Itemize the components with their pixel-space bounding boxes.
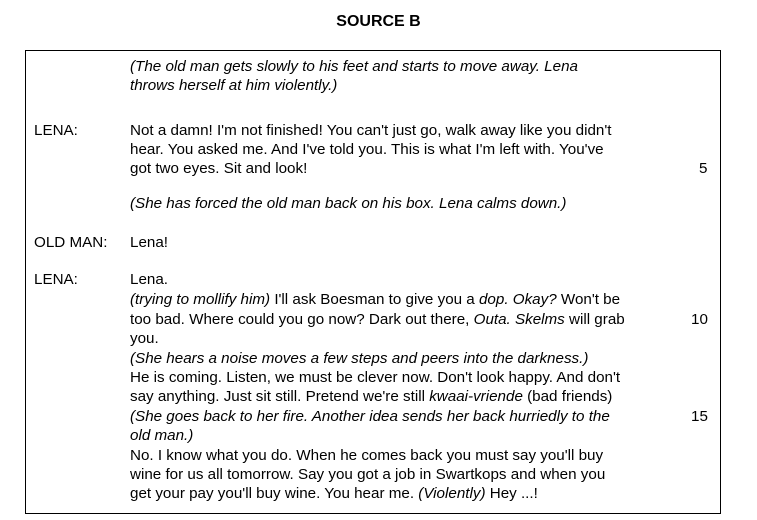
dialogue-line: He is coming. Listen, we must be clever now. Don't look happy. And don't bbox=[130, 369, 621, 386]
source-title: SOURCE B bbox=[336, 13, 421, 30]
stage-direction-line: old man.) bbox=[130, 427, 194, 444]
line-number: 15 bbox=[691, 408, 708, 425]
dialogue-line bbox=[130, 310, 625, 329]
dialogue-text: Won't be bbox=[556, 291, 621, 308]
dialogue-line bbox=[130, 387, 612, 406]
source-box bbox=[25, 50, 721, 514]
dialogue-line: Lena. bbox=[130, 271, 169, 288]
line-number: 5 bbox=[699, 160, 708, 177]
speaker-name: LENA: bbox=[34, 122, 78, 139]
dialogue-text: will grab bbox=[564, 311, 625, 328]
dialogue-text: I'll ask Boesman to give you a bbox=[270, 291, 479, 308]
dialogue-text: too bad. Where could you go now? Dark out there, bbox=[130, 311, 474, 328]
dialogue-line: Lena! bbox=[130, 234, 169, 251]
stage-direction: (Violently) bbox=[418, 485, 486, 502]
stage-direction-line: (She goes back to her fire. Another idea sends her back hurriedly to the bbox=[130, 408, 610, 425]
dialogue-line: you. bbox=[130, 330, 159, 347]
dialogue-emphasis: kwaai-vriende bbox=[429, 388, 523, 405]
stage-direction: (trying to mollify him) bbox=[130, 291, 271, 308]
dialogue-line bbox=[130, 484, 538, 503]
speaker-name: LENA: bbox=[34, 271, 78, 288]
speaker-name: OLD MAN: bbox=[34, 234, 108, 251]
dialogue-text: get your pay you'll buy wine. You hear me. bbox=[130, 485, 419, 502]
dialogue-line: got two eyes. Sit and look! bbox=[130, 160, 308, 177]
dialogue-text: say anything. Just sit still. Pretend we're still bbox=[130, 388, 430, 405]
line-number: 10 bbox=[691, 311, 708, 328]
stage-direction-line: throws herself at him violently.) bbox=[130, 77, 338, 94]
stage-direction-line: (She hears a noise moves a few steps and peers into the darkness.) bbox=[130, 350, 589, 367]
dialogue-line bbox=[130, 290, 620, 309]
dialogue-line: hear. You asked me. And I've told you. This is what I'm left with. You've bbox=[130, 141, 604, 158]
dialogue-emphasis: dop. Okay? bbox=[478, 291, 557, 308]
dialogue-text: Hey ...! bbox=[485, 485, 538, 502]
dialogue-line: wine for us all tomorrow. Say you got a job in Swartkops and when you bbox=[130, 466, 606, 483]
stage-direction-line: (She has forced the old man back on his box. Lena calms down.) bbox=[130, 195, 567, 212]
stage-direction-line: (The old man gets slowly to his feet and starts to move away. Lena bbox=[130, 58, 578, 75]
dialogue-line: Not a damn! I'm not finished! You can't just go, walk away like you didn't bbox=[130, 122, 612, 139]
dialogue-emphasis: Outa. Skelms bbox=[473, 311, 565, 328]
dialogue-text: (bad friends) bbox=[522, 388, 613, 405]
dialogue-line: No. I know what you do. When he comes back you must say you'll buy bbox=[130, 447, 604, 464]
